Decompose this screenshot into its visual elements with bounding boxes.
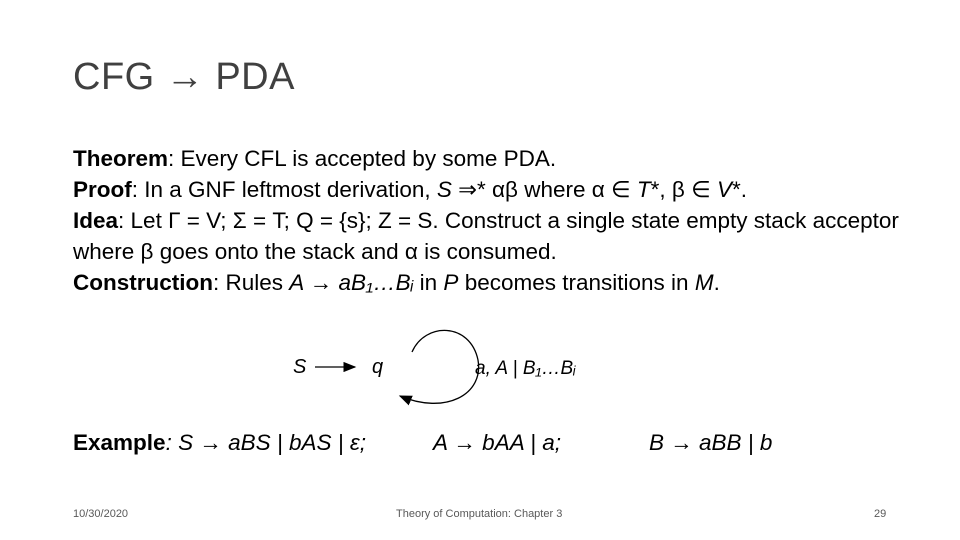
- construction-a2: in: [413, 270, 444, 295]
- proof-line: [73, 174, 913, 205]
- proof-label: Proof: [73, 177, 132, 202]
- slide-body: [73, 143, 913, 298]
- construction-p: P: [443, 270, 459, 295]
- construction-line: [73, 267, 913, 298]
- construction-m: M: [694, 270, 714, 295]
- construction-rule: A → aB₁…Bᵢ: [289, 270, 414, 295]
- example-rule-s: : S → aBS | bAS | ε;: [165, 430, 366, 455]
- footer-title: Theory of Computation: Chapter 3: [396, 508, 563, 520]
- start-symbol-label: S: [293, 356, 307, 378]
- proof-sep: :: [131, 177, 145, 202]
- construction-label: Construction: [73, 270, 213, 295]
- proof-arrow: ⇒* αβ where α ∈: [451, 177, 637, 202]
- state-q-label: q: [372, 356, 384, 378]
- idea-line: [73, 205, 913, 267]
- construction-a3: becomes transitions in: [458, 270, 695, 295]
- proof-symbol-t: T: [636, 177, 651, 202]
- theorem-sep: :: [168, 146, 181, 171]
- proof-mid: *, β ∈: [650, 177, 717, 202]
- construction-sep: :: [213, 270, 226, 295]
- idea-label: Idea: [73, 208, 119, 233]
- footer-date: 10/30/2020: [73, 508, 129, 520]
- example-rule-a: A → bAA | a;: [433, 430, 561, 455]
- example-rule-b: B → aBB | b: [649, 430, 773, 455]
- construction-a4: .: [713, 270, 720, 295]
- self-loop-arrow: [400, 330, 479, 403]
- idea-sep: :: [118, 208, 131, 233]
- proof-symbol-s: S: [436, 177, 452, 202]
- proof-tail: *.: [731, 177, 747, 202]
- theorem-text: Every CFL is accepted by some PDA.: [180, 146, 557, 171]
- transition-label: a, A | B₁…Bᵢ: [475, 358, 576, 379]
- page-number: 29: [874, 508, 887, 520]
- proof-symbol-v: V: [716, 177, 732, 202]
- example-label: Example: [73, 430, 166, 455]
- idea-text: Let Γ = V; Σ = T; Q = {s}; Z = S. Construct a single state empty stack acceptor where β goes onto the stack and α is consumed.: [73, 208, 899, 264]
- proof-text-a: In a GNF leftmost derivation,: [144, 177, 437, 202]
- slide-title: CFG → PDA: [73, 56, 295, 98]
- example-first: [73, 430, 366, 456]
- example-line: [73, 430, 933, 462]
- theorem-line: [73, 143, 913, 174]
- theorem-label: Theorem: [73, 146, 169, 171]
- construction-a1: Rules: [225, 270, 290, 295]
